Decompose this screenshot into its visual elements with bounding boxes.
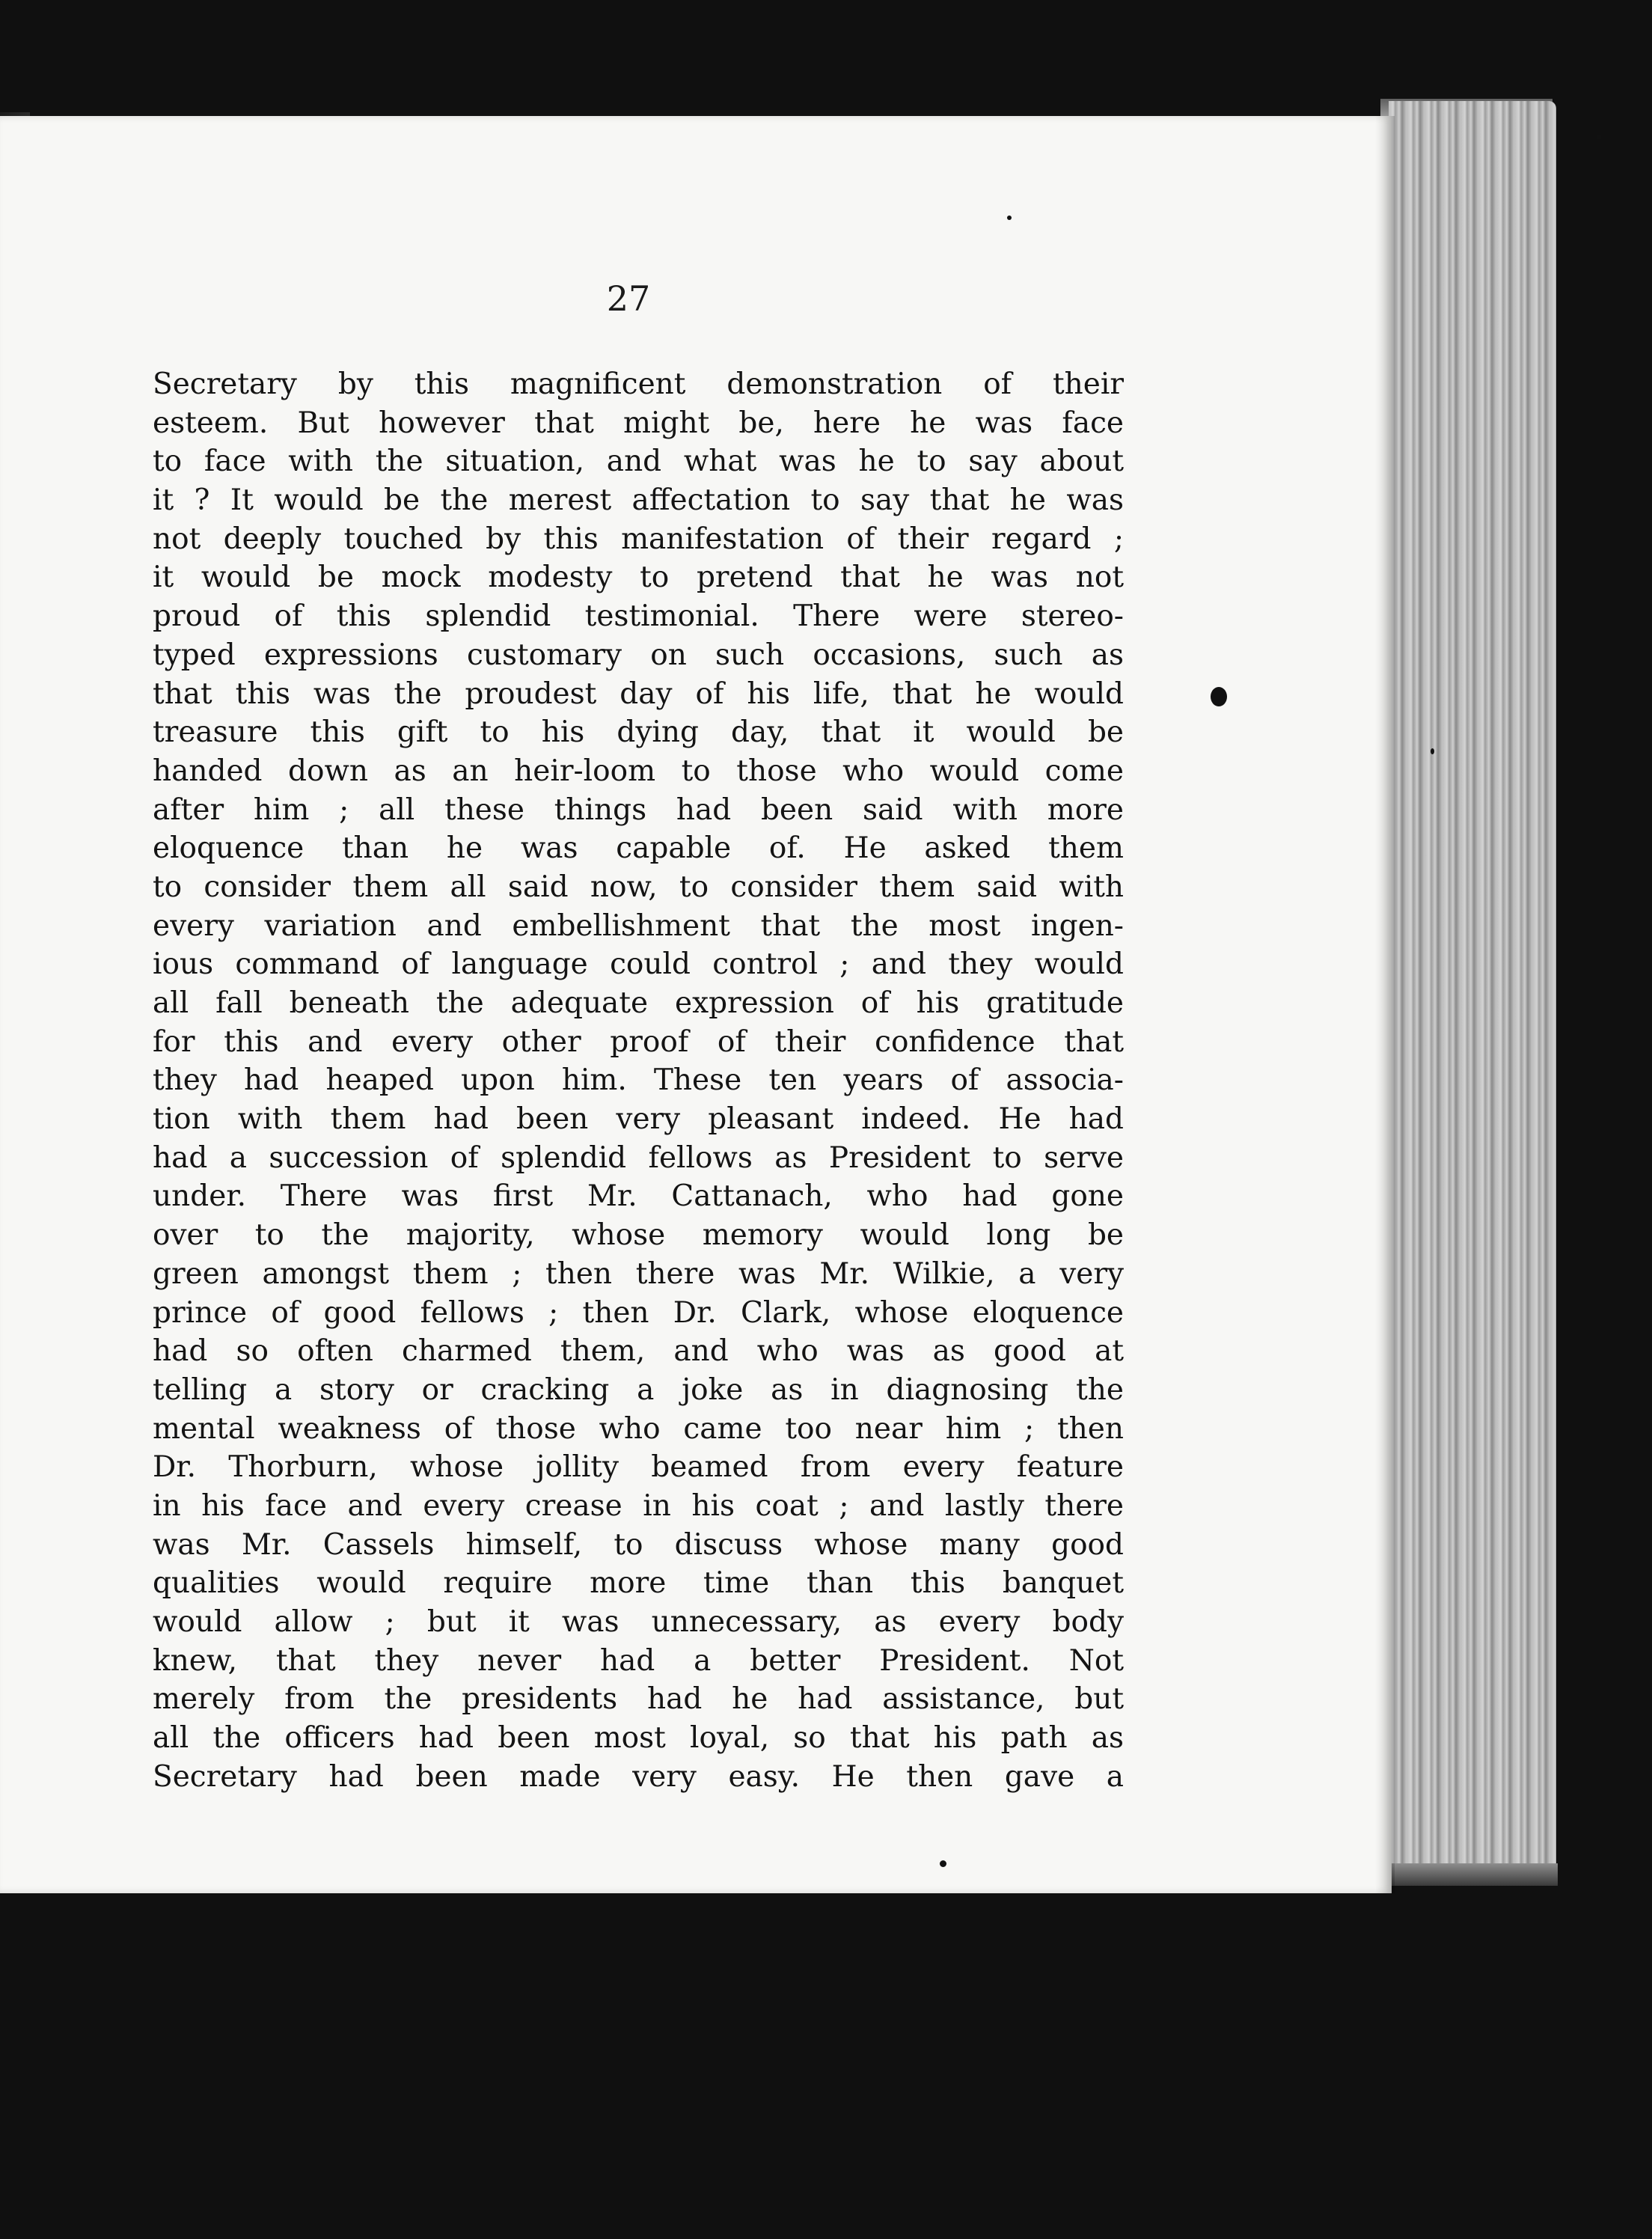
text-line: all fall beneath the adequate expression of his gratitude	[153, 986, 1124, 1020]
text-line: Secretary had been made very easy. He then gave a	[153, 1759, 1124, 1794]
text-line: ious command of language could control ; and they would	[153, 947, 1124, 982]
text-line: every variation and embellishment that the most ingen-	[153, 908, 1124, 943]
text-line: telling a story or cracking a joke as in diagnosing the	[153, 1372, 1124, 1407]
text-line: green amongst them ; then there was Mr. Wilkie, a very	[153, 1256, 1124, 1291]
text-line: esteem. But however that might be, here he was face	[153, 406, 1124, 440]
page-gutter-shadow	[1375, 116, 1395, 1893]
text-line: for this and every other proof of their confidence that	[153, 1024, 1124, 1059]
text-line: to consider them all said now, to consider them said with	[153, 870, 1124, 904]
dust-speck	[1007, 216, 1012, 220]
page-edges-stack	[1389, 101, 1556, 1875]
text-line: in his face and every crease in his coat ; and lastly there	[153, 1488, 1124, 1523]
text-line: had a succession of splendid fellows as President to serve	[153, 1140, 1124, 1175]
text-line: knew, that they never had a better President. Not	[153, 1643, 1124, 1678]
text-line: over to the majority, whose memory would long be	[153, 1218, 1124, 1253]
text-line: merely from the presidents had he had assistance, but	[153, 1682, 1124, 1717]
text-line: was Mr. Cassels himself, to discuss whose many good	[153, 1527, 1124, 1562]
dust-speck	[940, 1860, 946, 1867]
text-line: prince of good fellows ; then Dr. Clark, whose eloquence	[153, 1295, 1124, 1330]
text-line: proud of this splendid testimonial. There were stereo-	[153, 599, 1124, 634]
text-line: they had heaped upon him. These ten years of associa-	[153, 1063, 1124, 1098]
text-line: to face with the situation, and what was he to say about	[153, 445, 1124, 479]
text-line: handed down as an heir-loom to those who would come	[153, 754, 1124, 788]
text-line: qualities would require more time than this banquet	[153, 1566, 1124, 1601]
text-line: typed expressions customary on such occasions, such as	[153, 638, 1124, 672]
text-line: under. There was first Mr. Cattanach, who had gone	[153, 1179, 1124, 1214]
page-edges-bottom	[1384, 1863, 1558, 1886]
page-number: 27	[606, 278, 651, 319]
text-line: not deeply touched by this manifestation of their regard ;	[153, 522, 1124, 556]
text-line: eloquence than he was capable of. He asked them	[153, 831, 1124, 866]
text-line: Dr. Thorburn, whose jollity beamed from every feature	[153, 1450, 1124, 1485]
text-line: that this was the proudest day of his life, that he would	[153, 676, 1124, 711]
dust-speck	[1211, 687, 1227, 706]
text-line: treasure this gift to his dying day, that it would be	[153, 715, 1124, 750]
body-text	[153, 365, 1124, 1796]
text-line: it ? It would be the merest affectation to say that he was	[153, 483, 1124, 518]
text-line: Secretary by this magnificent demonstration of their	[153, 367, 1124, 401]
dust-speck	[1597, 135, 1602, 140]
text-line: had so often charmed them, and who was as good at	[153, 1334, 1124, 1369]
text-line: tion with them had been very pleasant indeed. He had	[153, 1102, 1124, 1137]
text-line: mental weakness of those who came too near him ; then	[153, 1411, 1124, 1446]
text-line: it would be mock modesty to pretend that he was not	[153, 560, 1124, 595]
text-line: would allow ; but it was unnecessary, as every body	[153, 1605, 1124, 1639]
text-line: after him ; all these things had been said with more	[153, 792, 1124, 827]
text-line: all the officers had been most loyal, so that his path as	[153, 1721, 1124, 1756]
dust-speck	[1431, 748, 1434, 754]
